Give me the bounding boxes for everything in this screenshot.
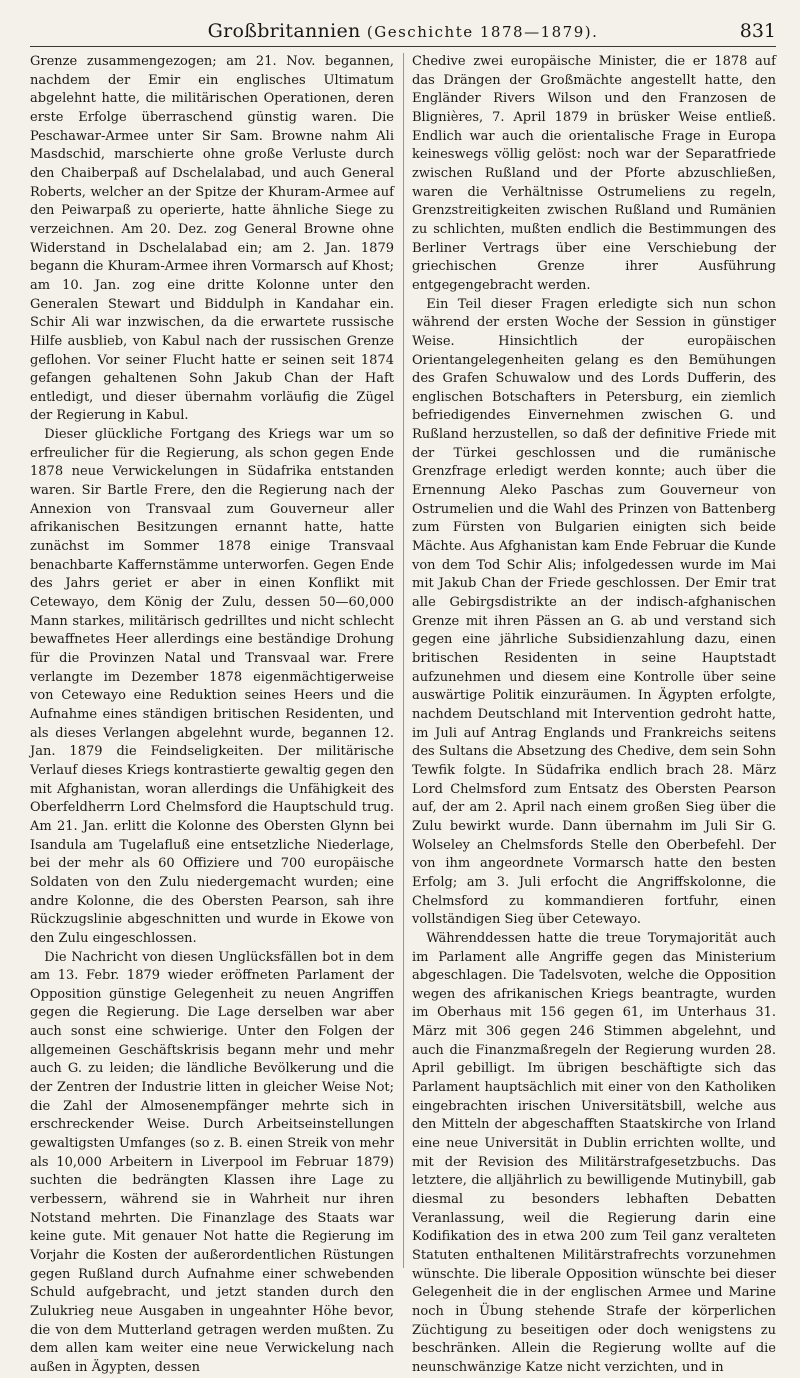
- left-paragraph-2: Dieser glückliche Fortgang des Kriegs war um so erfreulicher für die Regierung, als schon gegen Ende 1878 neue Verwickelungen in Südafrika entstanden waren. Sir Bartle Frere, den die Regierung nach der Annexion von Transvaal zum Gouverneur aller afrikanischen Besitzungen ernannt hatte, hatte zunächst im Sommer 1878 einige Transvaal benachbarte Kaffernstämme unterworfen. Gegen Ende des Jahrs geriet er aber in einen Konflikt mit Cetewayo, dem König der Zulu, dessen 50—60,000 Mann starkes, militärisch gedrilltes und nicht schlecht bewaffnetes Heer allerdings eine beständige Drohung für die Provinzen Natal und Transvaal war. Frere verlangte im Dezember 1878 eigenmächtigerweise von Cetewayo eine Reduktion seines Heers und die Aufnahme eines ständigen britischen Residenten, und als dieses Verlangen abgelehnt wurde, begannen 12. Jan. 1879 die Feindseligkeiten. Der militärische Verlauf dieses Kriegs kontrastierte gewaltig gegen den mit Afghanistan, woran allerdings die Unfähigkeit des Oberfeldherrn Lord Chelmsford die Hauptschuld trug. Am 21. Jan. erlitt die Kolonne des Obersten Glynn bei Isandula am Tugelafluß eine entsetzliche Niederlage, bei der mehr als 60 Offiziere und 700 europäische Soldaten von den Zulu niedergemacht wurden; eine andre Kolonne, die des Obersten Pearson, sah ihre Rückzugslinie abgeschnitten und wurde in Ekowe von den Zulu eingeschlossen.: [30, 427, 394, 946]
- running-title-subtitle: (Geschichte 1878—1879).: [366, 23, 599, 41]
- text-columns: [30, 53, 776, 1375]
- right-paragraph-3: Währenddessen hatte die treue Torymajorität auch im Parlament alle Angriffe gegen das Ministerium abgeschlagen. Die Tadelsvoten, welche die Opposition wegen des afrikanischen Kriegs beantragte, wurden im Oberhaus mit 156 gegen 61, im Unterhaus 31. März mit 306 gegen 246 Stimmen abgelehnt, und auch die Finanzmaßregeln der Regierung wurden 28. April gebilligt. Im übrigen beschäftigte sich das Parlament hauptsächlich mit einer von den Katholiken eingebrachten irischen Universitätsbill, welche aus den Mitteln der abgeschafften Staatskirche von Irland eine neue Universität in Dublin errichten wollte, und mit der Revision des Militärstrafgesetzbuchs. Das letztere, die alljährlich zu bewilligende Mutinybill, gab diesmal zu besonders lebhaften Debatten Veranlassung, weil die Regierung darin eine Kodifikation des in etwa 200 zum Teil ganz veralteten Statuten enthaltenen Militärstrafrechts vorzunehmen wünschte. Die liberale Opposition wünschte bei dieser Gelegenheit die in der englischen Armee und Marine noch in Übung stehende Strafe der körperlichen Züchtigung zu beseitigen oder doch wenigstens zu beschränken. Allein die Regierung wollte auf die neunschwänzige Katze nicht verzichten, und in: [412, 930, 776, 1375]
- left-paragraph-1: Grenze zusammengezogen; am 21. Nov. begannen, nachdem der Emir ein englisches Ultimatum abgelehnt hatte, die militärischen Operationen, deren erste Erfolge überraschend günstig waren. Die Peschawar-Armee unter Sir Sam. Browne nahm Ali Masdschid, marschierte ohne große Verluste durch den Chaiberpaß auf Dschelalabad, und auch General Roberts, welcher an der Spitze der Khuram-Armee auf den Peiwarpaß zu operierte, hatte ähnliche Siege zu verzeichnen. Am 20. Dez. zog General Browne ohne Widerstand in Dschelalabad ein; am 2. Jan. 1879 begann die Khuram-Armee ihren Vormarsch auf Khost; am 10. Jan. zog eine dritte Kolonne unter den Generalen Stewart und Biddulph in Kandahar ein. Schir Ali war inzwischen, da die erwartete russische Hilfe ausblieb, von Kabul nach der russischen Grenze geflohen. Vor seiner Flucht hatte er seinen seit 1874 gefangen gehaltenen Sohn Jakub Chan der Haft entledigt, und dieser übernahm vorläufig die Zügel der Regierung in Kabul.: [30, 54, 394, 424]
- left-paragraph-3: Die Nachricht von diesen Unglücksfällen bot in dem am 13. Febr. 1879 wieder eröffneten Parlament der Opposition günstige Gelegenheit zu neuen Angriffen gegen die Regierung. Die Lage derselben war aber auch sonst eine schwierige. Unter den Folgen der allgemeinen Geschäftskrisis begann mehr und mehr auch G. zu leiden; die ländliche Bevölkerung und die der Zentren der Industrie litten in gleicher Weise Not; die Zahl der Almosenempfänger mehrte sich in erschreckender Weise. Durch Arbeitseinstellungen gewaltigsten Umfanges (so z. B. einen Streik von mehr als 10,000 Arbeitern in Liverpool im Februar 1879) suchten die bedrängten Klassen ihre Lage zu verbessern, während sie in Wahrheit nur ihren Notstand mehrten. Die Finanzlage des Staats war keine gute. Mit genauer Not hatte die Regierung im Vorjahr die Kosten der außerordentlichen Rüstungen gegen Rußland durch Aufnahme einer schwebenden Schuld aufgebracht, und jetzt standen durch den Zulukrieg neue Ausgaben in ungeahnter Höhe bevor, die von dem Mutterland getragen werden mußten. Zu dem allen kam weiter eine neue Verwickelung nach außen in Ägypten, dessen: [30, 949, 394, 1375]
- running-title-main: Großbritannien: [207, 20, 361, 42]
- right-paragraph-2: Ein Teil dieser Fragen erledigte sich nun schon während der ersten Woche der Session in günstiger Weise. Hinsichtlich der europäischen Orientangelegenheiten gelang es den Bemühungen des Grafen Schuwalow und des Lords Dufferin, des englischen Botschafters in Petersburg, ein ziemlich befriedigendes Einvernehmen zwischen G. und Rußland herzustellen, so daß der definitive Friede mit der Türkei geschlossen und die rumänische Grenzfrage erledigt werden konnte; auch über die Ernennung Aleko Paschas zum Gouverneur von Ostrumelien und die Wahl des Prinzen von Battenberg zum Fürsten von Bulgarien einigten sich beide Mächte. Aus Afghanistan kam Ende Februar die Kunde von dem Tod Schir Alis; infolgedessen wurde im Mai mit Jakub Chan der Friede geschlossen. Der Emir trat alle Gebirgsdistrikte an der indisch-afghanischen Grenze mit ihren Pässen an G. ab und verstand sich gegen eine jährliche Subsidienzahlung dazu, einen britischen Residenten in seine Hauptstadt aufzunehmen und diesem eine Kontrolle über seine auswärtige Politik einzuräumen. In Ägypten erfolgte, nachdem Deutschland mit Intervention gedroht hatte, im Juli auf Antrag Englands und Frankreichs seitens des Sultans die Absetzung des Chedive, dem sein Sohn Tewfik folgte. In Südafrika endlich brach 28. März Lord Chelmsford zum Entsatz des Obersten Pearson auf, der am 2. April nach einem großen Sieg über die Zulu bewirkt wurde. Dann übernahm im Juli Sir G. Wolseley an Chelmsfords Stelle den Oberbefehl. Der von ihm angeordnete Vormarsch hatte den besten Erfolg; am 3. Juli erfocht die Angriffskolonne, die Chelmsford zu kommandieren fortfuhr, einen vollständigen Sieg über Cetewayo.: [412, 296, 776, 928]
- page-number: 831: [739, 20, 776, 42]
- left-column: [30, 53, 394, 1375]
- right-paragraph-1: Chedive zwei europäische Minister, die er 1878 auf das Drängen der Großmächte angestellt hatte, den Engländer Rivers Wilson und den Franzosen de Blignières, 7. April 1879 in brüsker Weise entließ. Endlich war auch die orientalische Frage in Europa keineswegs völlig gelöst: noch war der Separatfriede zwischen Rußland und der Pforte abzuschließen, waren die Verhältnisse Ostrumeliens zu regeln, Grenzstreitigkeiten zwischen Rußland und Rumänien zu schlichten, mußten endlich die Bestimmungen des Berliner Vertrags über eine Verschiebung der griechischen Grenze ihrer Ausführung entgegengebracht werden.: [412, 54, 776, 293]
- right-column: [412, 53, 776, 1375]
- running-title: [30, 20, 776, 42]
- page-header: [30, 14, 776, 47]
- column-divider: [403, 53, 404, 1268]
